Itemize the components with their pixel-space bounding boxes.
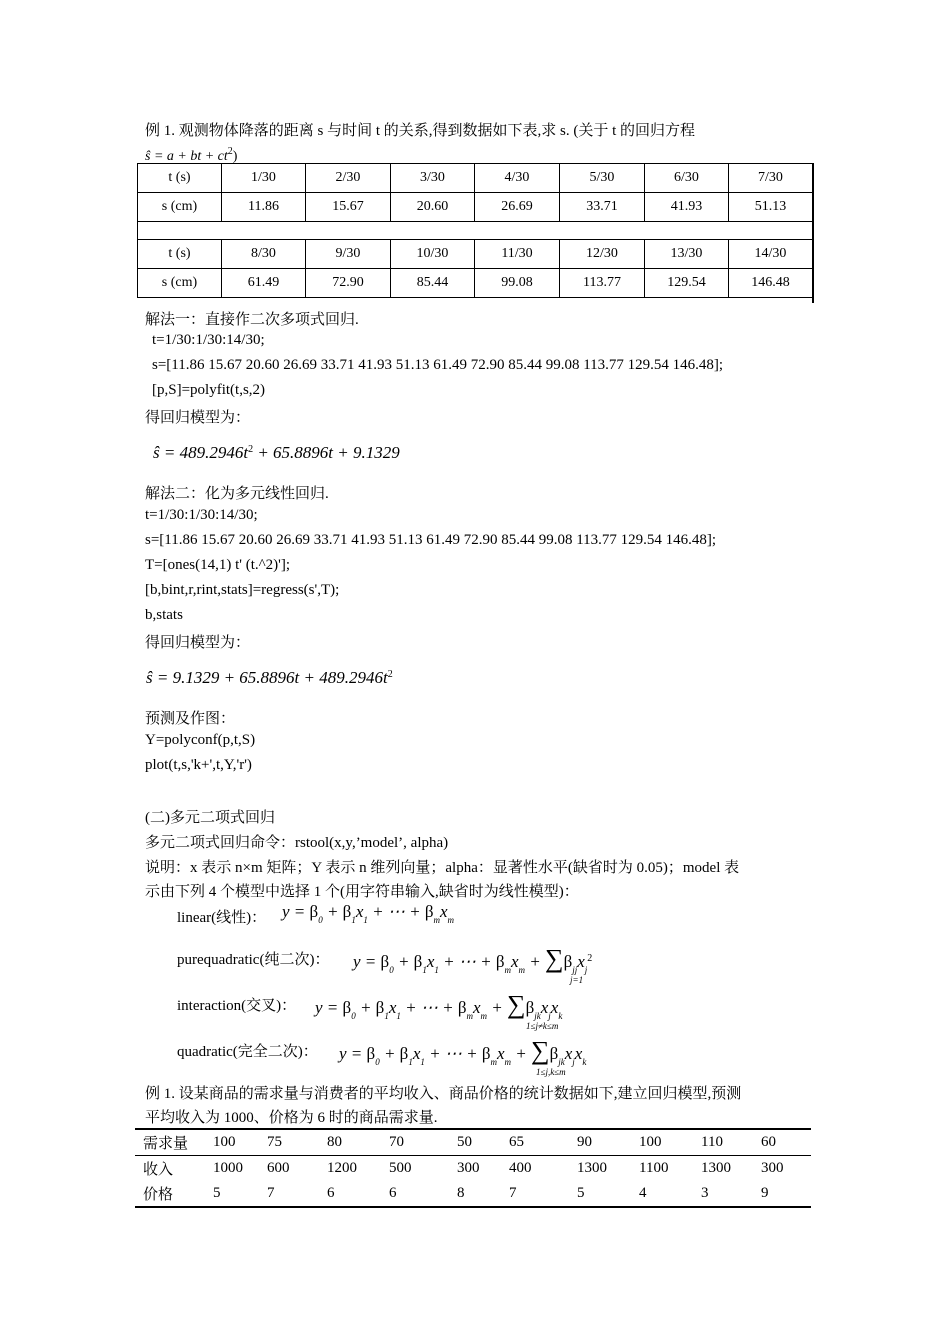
table-cell: 11/30 [475,240,560,269]
table-cell: 7 [259,1181,319,1207]
table-cell: 51.13 [729,193,813,222]
model-purequadratic-label: purequadratic(纯二次)： [177,952,330,968]
table-cell: 9/30 [306,240,391,269]
example1-model-equation: ŝ = a + bt + $ct^2$) [145,146,238,164]
table-cell: 26.69 [475,193,560,222]
table-cell: 300 [457,1160,480,1176]
table-cell: 129.54 [645,269,729,298]
model-linear-label: linear(线性)： [177,910,267,926]
table-cell: 20.60 [391,193,475,222]
code-line: s=[11.86 15.67 20.60 26.69 33.71 41.93 51.13 61.49 72.90 85.44 99.08 113.77 129.54 146.48]; [152,357,724,373]
model-quadratic-label: quadratic(完全二次)： [177,1044,318,1060]
method2-title: 解法二：化为多元线性回归. [145,486,329,502]
code-line: t=1/30:1/30:14/30; [152,332,265,348]
table-cell: 600 [267,1160,290,1176]
table-cell: 99.08 [475,269,560,298]
data-table-2 [135,1128,811,1208]
table-cell: 1300 [577,1160,607,1176]
table-cell: s (cm) [138,193,222,222]
table-cell: 100 [205,1129,259,1156]
table-cell: 6 [381,1181,449,1207]
table-cell: 12/30 [560,240,645,269]
method2-result-label: 得回归模型为： [145,635,251,651]
sum-index-j1: j=1 [570,975,584,985]
table-cell: 14/30 [729,240,813,269]
spacer-cell [138,222,813,240]
section2-heading: (二)多元二项式回归 [145,810,275,826]
table-cell: 50 [449,1129,501,1156]
table-cell: t (s) [138,240,222,269]
section2-command: 多元二项式回归命令：rstool(x,y,’model’, alpha) [145,835,449,851]
table-cell: 1300 [701,1160,731,1176]
table-cell: 3/30 [391,164,475,193]
code-line: T=[ones(14,1) t' (t.^2)']; [145,557,291,573]
table-cell: 72.90 [306,269,391,298]
table-cell: 8 [449,1181,501,1207]
code-line: t=1/30:1/30:14/30; [145,507,258,523]
code-line: Y=polyconf(p,t,S) [145,732,256,748]
prediction-title: 预测及作图： [145,711,236,727]
table-cell: 13/30 [645,240,729,269]
table-row [138,164,813,193]
example2-line1: 例 1. 设某商品的需求量与消费者的平均收入、商品价格的统计数据如下,建立回归模型,预测 [145,1086,742,1102]
code-line: plot(t,s,'k+',t,Y,'r') [145,757,252,773]
method1-title: 解法一：直接作二次多项式回归. [145,312,359,328]
code-line: b,stats [145,607,183,623]
table-row [138,269,813,298]
sum-index-jk-neq: 1≤j≠k≤m [526,1021,559,1031]
section2-desc-line2: 示由下列 4 个模型中选择 1 个(用字符串输入,缺省时为线性模型)： [145,884,579,900]
table-cell: 60 [753,1129,811,1156]
table-cell: t (s) [138,164,222,193]
table-cell: 300 [761,1160,784,1176]
method1-result-equation: ŝ = $489.2946t^2 + 65.8896t + 9.1329$ [153,443,400,462]
table-cell: 收入 [143,1162,174,1178]
table-cell: 100 [631,1129,693,1156]
example1-intro: 例 1. 观测物体降落的距离 s 与时间 t 的关系,得到数据如下表,求 s. (关于 t 的回归方程 [145,123,696,139]
section2-desc-line1: 说明：x 表示 n×m 矩阵；Y 表示 n 维列向量；alpha：显著性水平(缺省时为 0.05)；model 表 [145,860,740,876]
code-line: [b,bint,r,rint,stats]=regress(s',T); [145,582,340,598]
table-cell: 4 [631,1181,693,1207]
table-cell: 75 [259,1129,319,1156]
table-cell: 113.77 [560,269,645,298]
table-cell: 61.49 [222,269,306,298]
table-cell: 3 [693,1181,753,1207]
table-cell: 5/30 [560,164,645,193]
table-cell: 5 [569,1181,631,1207]
table-row [138,193,813,222]
example2-line2: 平均收入为 1000、价格为 6 时的商品需求量. [145,1110,438,1126]
table-cell: 80 [319,1129,381,1156]
table-cell: 11.86 [222,193,306,222]
table-spacer-row [138,222,813,240]
table-cell: 146.48 [729,269,813,298]
code-line: s=[11.86 15.67 20.60 26.69 33.71 41.93 51.13 61.49 72.90 85.44 99.08 113.77 129.54 146.48]; [145,532,717,548]
table-cell: 10/30 [391,240,475,269]
table-cell: 70 [381,1129,449,1156]
table-cell: 65 [501,1129,569,1156]
method1-result-label: 得回归模型为： [145,410,251,426]
table-cell: 41.93 [645,193,729,222]
table-cell: 110 [693,1129,753,1156]
table-cell: 7/30 [729,164,813,193]
table-cell: 需求量 [135,1129,205,1156]
table-cell: s (cm) [138,269,222,298]
table-cell: 400 [509,1160,532,1176]
table-cell: 8/30 [222,240,306,269]
table-row [138,240,813,269]
table-right-border [812,163,814,303]
table-cell: 价格 [135,1181,205,1207]
table-cell: 85.44 [391,269,475,298]
table-cell: 1000 [213,1160,243,1176]
table-row [135,1129,811,1156]
sum-index-jk-leq: 1≤j,k≤m [536,1067,566,1077]
table-cell: 9 [753,1181,811,1207]
model-purequadratic-formula: $y = \beta_0 + \beta_1x_1$ + ⋯ + $\beta_mx_m + \sum\beta_{jj}x_j^2$ [353,944,593,975]
table-cell: 4/30 [475,164,560,193]
model-linear-formula: $y = \beta_0 + \beta_1x_1$ + ⋯ + $\beta_mx_m$ [282,902,455,925]
table-cell: 15.67 [306,193,391,222]
method2-result-equation: ŝ = $9.1329 + 65.8896t + 489.2946t^2$ [146,668,393,687]
model-quadratic-formula: $y = \beta_0 + \beta_1x_1$ + ⋯ + $\beta_mx_m + \sum\beta_{jk}x_jx_k$ [339,1036,587,1067]
model-interaction-formula: $y = \beta_0 + \beta_1x_1$ + ⋯ + $\beta_mx_m + \sum\beta_{jk}x_jx_k$ [315,990,563,1021]
table-cell: 6/30 [645,164,729,193]
table-cell: 1/30 [222,164,306,193]
table-cell: 1200 [327,1160,357,1176]
table-cell: 1100 [639,1160,669,1176]
table-cell: 90 [569,1129,631,1156]
code-line: [p,S]=polyfit(t,s,2) [152,382,266,398]
table-cell: 5 [205,1181,259,1207]
model-interaction-label: interaction(交叉)： [177,998,297,1014]
table-cell: 7 [501,1181,569,1207]
table-cell: 2/30 [306,164,391,193]
data-table-1 [137,163,813,298]
table-row [135,1181,811,1207]
table-row [135,1156,811,1182]
table-cell: 6 [319,1181,381,1207]
table-cell: 500 [389,1160,412,1176]
table-cell: 33.71 [560,193,645,222]
